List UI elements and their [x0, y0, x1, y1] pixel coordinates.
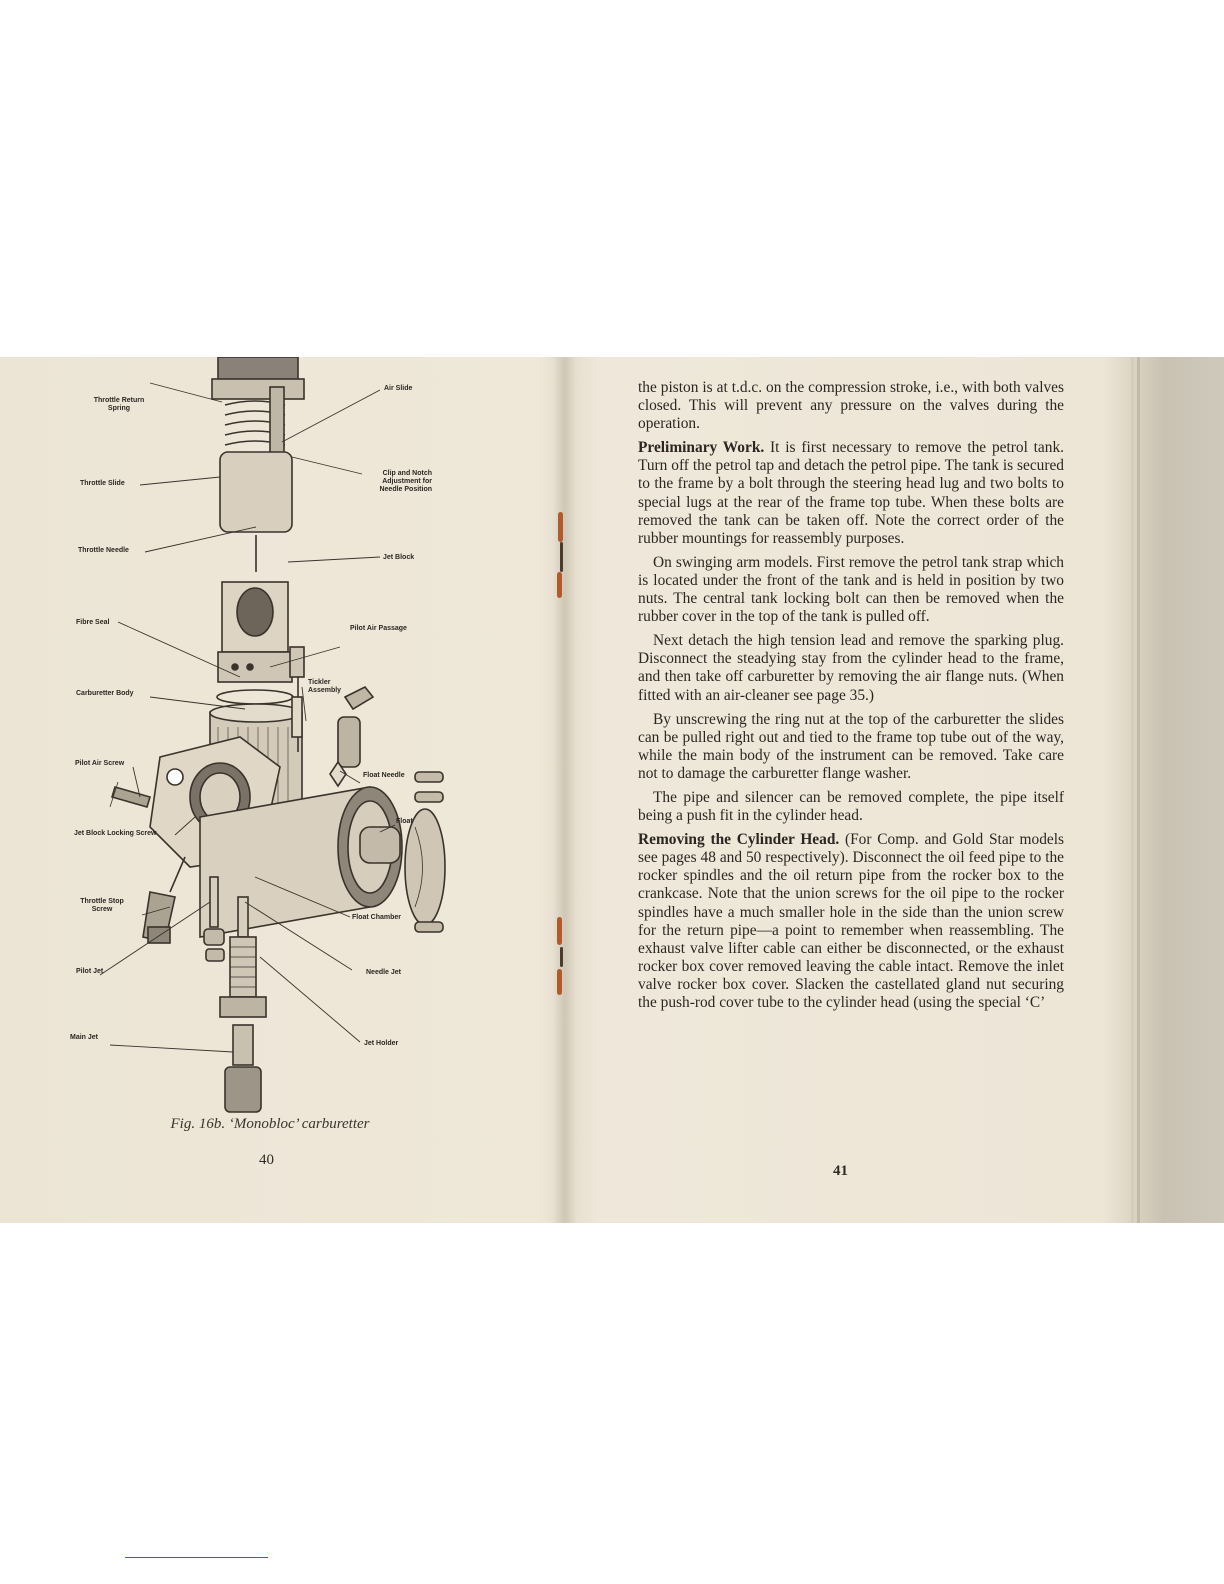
label-float-chamber: Float Chamber	[352, 914, 402, 921]
label-clip-and-notch: Clip and Notch Adjustment for Needle Position	[379, 470, 432, 493]
carburetter-diagram	[70, 357, 450, 1127]
paragraph: On swinging arm models. First remove the petrol tank strap which is located under the front of the tank and is held in position by two nuts. The central tank locking bolt can then be removed when the rubber cover in the top of the tank is pulled off.	[638, 553, 1064, 626]
label-fibre-seal: Fibre Seal	[76, 619, 110, 626]
label-float-needle: Float Needle	[363, 772, 405, 779]
binding-stitch	[557, 917, 562, 945]
label-tickler-assembly: Tickler Assembly	[308, 679, 342, 694]
label-jet-holder: Jet Holder	[364, 1040, 399, 1047]
paragraph-heading: Removing the Cylinder Head.	[638, 831, 840, 849]
page-number-right: 41	[833, 1163, 848, 1179]
label-throttle-stop-screw: Throttle Stop Screw	[80, 898, 124, 913]
binding-stitch	[558, 512, 563, 542]
footer-line	[125, 1557, 268, 1558]
page-number-left: 40	[259, 1152, 274, 1168]
paragraph	[638, 831, 1064, 1012]
label-pilot-air-screw: Pilot Air Screw	[75, 760, 125, 767]
paragraph: By unscrewing the ring nut at the top of the carburetter the slides can be pulled right out and tied to the frame top tube out of the way, while the main body of the instrument can be removed. Take care not to damage the carburetter flange washer.	[638, 710, 1064, 782]
label-pilot-air-passage: Pilot Air Passage	[350, 625, 407, 632]
label-jet-block: Jet Block	[383, 554, 415, 561]
label-main-jet: Main Jet	[70, 1034, 99, 1041]
book-gutter	[553, 357, 577, 1223]
paragraph-heading: Preliminary Work.	[638, 439, 765, 457]
label-throttle-return-spring: Throttle Return Spring	[93, 397, 145, 412]
paragraph	[638, 439, 1064, 548]
label-pilot-jet: Pilot Jet	[76, 968, 104, 975]
label-air-slide: Air Slide	[384, 385, 413, 392]
label-float: Float	[396, 818, 413, 825]
paragraph: the piston is at t.d.c. on the compression stroke, i.e., with both valves closed. This will prevent any pressure on the valves during the operation.	[638, 379, 1064, 433]
label-throttle-slide: Throttle Slide	[80, 480, 125, 487]
binding-stitch	[560, 542, 563, 572]
paragraph-body: (For Comp. and Gold Star models see pages 48 and 50 respectively). Disconnect the oil feed pipe to the rocker spindles and the oil return pipe from the rocker box to the crankcase. Note that the union screws for the oil pipe to the rocker spindles have a much smaller hole in the side than the union screw for the return pipe—a point to remember when reassembling. The exhaust valve lifter cable can either be disconnected, or the exhaust rocker box cover removed leaving the cable intact. Remove the inlet valve rocker box cover. Slacken the castellated gland nut securing the push-rod cover tube to the cylinder head (using the special ‘C’	[638, 831, 1064, 1011]
binding-stitch	[557, 572, 562, 598]
page-edge	[1131, 357, 1134, 1223]
label-needle-jet: Needle Jet	[366, 969, 402, 976]
binding-stitch	[560, 947, 563, 967]
label-jet-block-locking-screw: Jet Block Locking Screw	[74, 830, 157, 837]
label-throttle-needle: Throttle Needle	[78, 547, 129, 554]
page-edge	[1137, 357, 1140, 1223]
text-column	[638, 379, 1064, 1018]
paragraph: The pipe and silencer can be removed complete, the pipe itself being a push fit in the cylinder head.	[638, 788, 1064, 825]
paragraph-body: It is first necessary to remove the petrol tank. Turn off the petrol tap and detach the petrol pipe. The tank is secured to the frame by a bolt through the steering head lug and two bolts to special lugs at the rear of the frame top tube. When these bolts are removed the tank can be taken off. Note the correct order of the rubber mountings for reassembly purposes.	[638, 439, 1064, 547]
figure-caption: Fig. 16b. ‘Monobloc’ carburetter	[170, 1116, 370, 1132]
label-carburetter-body: Carburetter Body	[76, 690, 134, 697]
binding-stitch	[557, 969, 562, 995]
paragraph: Next detach the high tension lead and remove the sparking plug. Disconnect the steadying stay from the cylinder head to the frame, and then take off carburetter by removing the air flange nuts. (When fitted with an air-cleaner see page 35.)	[638, 632, 1064, 704]
